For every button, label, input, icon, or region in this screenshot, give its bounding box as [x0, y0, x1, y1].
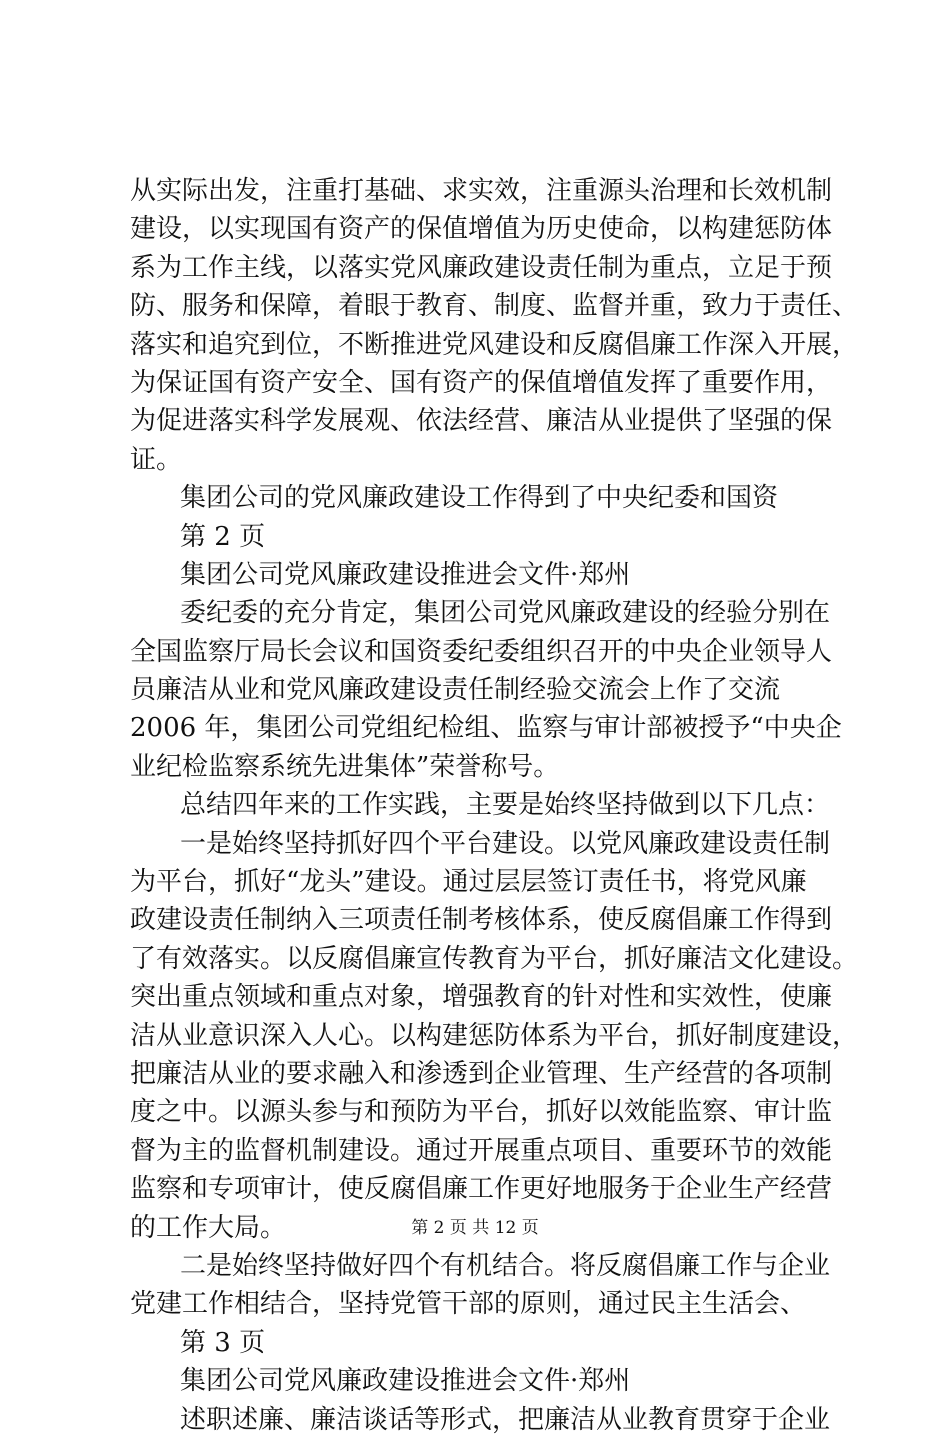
text-line: 度之中。以源头参与和预防为平台，抓好以效能监察、审计监	[130, 1097, 833, 1128]
text-line: 突出重点领域和重点对象，增强教育的针对性和实效性，使廉	[130, 982, 833, 1013]
paragraph-start: 集团公司的党风廉政建设工作得到了中央纪委和国资	[180, 483, 779, 514]
text-line: 洁从业意识深入人心。以构建惩防体系为平台，抓好制度建设，	[130, 1020, 859, 1051]
text-line: 证。	[130, 444, 183, 475]
inline-page-label: 第 2 页	[180, 521, 266, 552]
text-line: 业纪检监察系统先进集体”荣誉称号。	[130, 751, 560, 782]
text-line: 为保证国有资产安全、国有资产的保值增值发挥了重要作用，	[130, 367, 833, 398]
text-line: 把廉洁从业的要求融入和渗透到企业管理、生产经营的各项制	[130, 1058, 833, 1089]
text-line: 党建工作相结合，坚持党管干部的原则，通过民主生活会、	[130, 1289, 807, 1320]
text-line: 建设，以实现国有资产的保值增值为历史使命，以构建惩防体	[130, 214, 833, 245]
text-line: 落实和追究到位，不断推进党风建设和反腐倡廉工作深入开展，	[130, 329, 859, 360]
text-line: 全国监察厅局长会议和国资委纪委组织召开的中央企业领导人	[130, 636, 833, 667]
paragraph-start: 二是始终坚持做好四个有机结合。将反腐倡廉工作与企业	[180, 1250, 831, 1281]
inline-page-label: 第 3 页	[180, 1327, 266, 1358]
text-line: 的工作大局。	[130, 1212, 287, 1243]
text-line: 了有效落实。以反腐倡廉宣传教育为平台，抓好廉洁文化建设。	[130, 943, 859, 974]
page-footer: 第 2 页 共 12 页	[411, 1218, 539, 1238]
text-line: 系为工作主线，以落实党风廉政建设责任制为重点，立足于预	[130, 252, 833, 283]
text-line: 员廉洁从业和党风廉政建设责任制经验交流会上作了交流	[130, 675, 781, 706]
text-line: 为平台，抓好“龙头”建设。通过层层签订责任书，将党风廉	[130, 867, 807, 898]
text-line: 防、服务和保障，着眼于教育、制度、监督并重，致力于责任、	[130, 291, 859, 322]
paragraph-start: 委纪委的充分肯定，集团公司党风廉政建设的经验分别在	[180, 598, 831, 629]
running-head: 集团公司党风廉政建设推进会文件·郑州	[180, 1366, 631, 1397]
text-line: 从实际出发，注重打基础、求实效，注重源头治理和长效机制	[130, 176, 833, 206]
text-line: 为促进落实科学发展观、依法经营、廉洁从业提供了坚强的保	[130, 406, 833, 437]
running-head: 集团公司党风廉政建设推进会文件·郑州	[180, 559, 631, 590]
paragraph-start: 总结四年来的工作实践，主要是始终坚持做到以下几点：	[180, 790, 831, 821]
paragraph-start: 述职述廉、廉洁谈话等形式，把廉洁从业教育贯穿于企业	[180, 1404, 831, 1435]
document-body	[130, 172, 859, 1439]
text-line: 2006 年，集团公司党组纪检组、监察与审计部被授予“中央企	[130, 713, 842, 744]
text-line: 政建设责任制纳入三项责任制考核体系，使反腐倡廉工作得到	[130, 905, 833, 936]
text-line: 监察和专项审计，使反腐倡廉工作更好地服务于企业生产经营	[130, 1174, 833, 1205]
paragraph-start: 一是始终坚持抓好四个平台建设。以党风廉政建设责任制	[180, 828, 831, 859]
text-line: 督为主的监督机制建设。通过开展重点项目、重要环节的效能	[130, 1135, 833, 1166]
